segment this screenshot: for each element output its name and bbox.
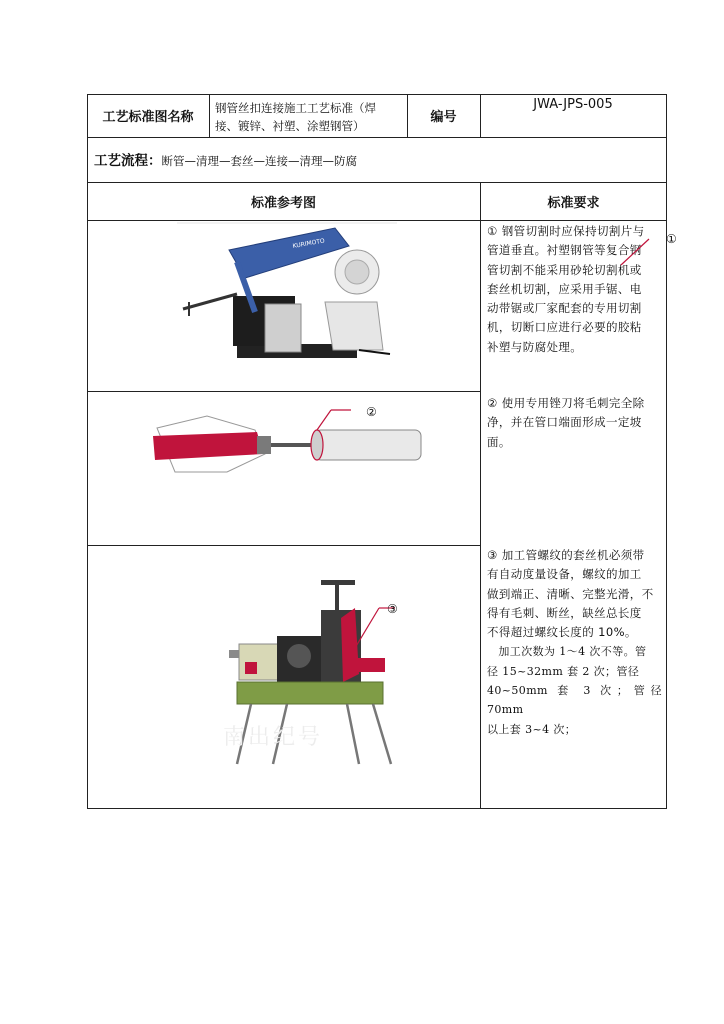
pipe-file-image xyxy=(147,406,437,486)
saw-guard xyxy=(265,304,301,352)
requirement-1-line: 机，切断口应进行必要的胶粘 xyxy=(487,320,642,335)
requirement-2-line: 面。 xyxy=(487,434,511,449)
requirement-1-line: 管道垂直。衬塑钢管等复合钢 xyxy=(487,243,642,258)
band-saw-image xyxy=(175,222,400,372)
saw-workpiece xyxy=(183,294,237,309)
saw-arm xyxy=(229,228,349,278)
saw-brand: KURIMOTO xyxy=(292,237,326,250)
file-ferrule xyxy=(257,436,271,454)
requirement-3-line: 径 15~32mm 套 2 次；管径 xyxy=(487,664,640,678)
file-blade xyxy=(271,443,311,447)
requirements-header: 标准要求 xyxy=(547,195,600,211)
process-flow xyxy=(94,149,654,169)
requirement-3-line: 有自动度量设备，螺纹的加工 xyxy=(487,567,642,582)
requirement-1-line: 补塑与防腐处理。 xyxy=(487,339,583,354)
document-number: JWA-JPS-005 xyxy=(533,97,613,112)
col-divider xyxy=(209,94,210,137)
row-divider xyxy=(87,137,667,138)
process-steps: 断管—清理—套丝—连接—清理—防腐 xyxy=(161,154,357,168)
machine-tray xyxy=(237,682,383,704)
requirement-1-line: 管切割不能采用砂轮切割机或 xyxy=(487,262,642,277)
callout-3: ③ xyxy=(387,602,398,616)
callout-line-1-stroke xyxy=(621,239,649,265)
requirement-3-line: ③ 加工管螺纹的套丝机必须带 xyxy=(487,548,645,562)
saw-motor-housing xyxy=(325,302,383,350)
row-divider xyxy=(87,391,480,392)
requirement-1-line: 套丝机切割，应采用手锯、电 xyxy=(487,281,642,296)
requirement-2-line: 净，并在管口端面形成一定坡 xyxy=(487,415,642,430)
callout-2: ② xyxy=(366,405,377,419)
standard-title-line1: 钢管丝扣连接施工工艺标准（焊 xyxy=(215,101,376,115)
col-divider xyxy=(480,182,481,809)
requirement-2 xyxy=(487,394,662,452)
steel-pipe xyxy=(315,430,421,460)
requirement-2-line: ② 使用专用锉刀将毛刺完全除 xyxy=(487,396,645,410)
callout-line-1 xyxy=(619,235,665,271)
standard-title-line2: 接、镀锌、衬塑、涂塑钢管） xyxy=(215,119,365,133)
callout-1: ① xyxy=(666,232,677,246)
requirement-3-line: 40~50mm 套 3 次；管径 70mm xyxy=(487,684,662,717)
name-label: 工艺标准图名称 xyxy=(102,110,194,125)
standard-title xyxy=(215,99,405,135)
machine-leg xyxy=(347,704,359,764)
process-label: 工艺流程： xyxy=(94,153,162,169)
machine-carriage xyxy=(357,658,385,672)
number-label: 编号 xyxy=(430,110,457,125)
row-divider xyxy=(87,545,480,546)
requirement-1-line: ① 钢管切割时应保持切割片与 xyxy=(487,224,645,238)
requirement-3-line: 以上套 3~4 次； xyxy=(487,722,577,736)
machine-leg xyxy=(373,704,391,764)
callout-line-2 xyxy=(317,410,331,430)
saw-cord xyxy=(359,350,390,354)
reference-image-header: 标准参考图 xyxy=(250,195,316,211)
requirement-3-line: 不得超过螺纹长度的 10%。 xyxy=(487,625,637,640)
table-border-bottom xyxy=(87,808,667,809)
requirement-3 xyxy=(487,546,662,739)
machine-switch xyxy=(245,662,257,674)
pipe-end xyxy=(311,430,323,460)
requirement-3-line: 加工次数为 1～4 次不等。管 xyxy=(487,645,647,659)
requirement-1-line: 动带锯或厂家配套的专用切割 xyxy=(487,301,642,316)
row-divider xyxy=(87,220,667,221)
process-standard-sheet xyxy=(87,94,677,809)
saw-motor-fan xyxy=(345,260,369,284)
requirement-3-line: 得有毛刺、断丝，缺丝总长度 xyxy=(487,605,642,620)
machine-chuck-wheel xyxy=(287,644,311,668)
watermark: 南出纪号 xyxy=(223,725,324,750)
requirement-3-line: 做到端正、清晰、完整光滑，不 xyxy=(487,586,654,601)
image-frame xyxy=(177,222,397,224)
